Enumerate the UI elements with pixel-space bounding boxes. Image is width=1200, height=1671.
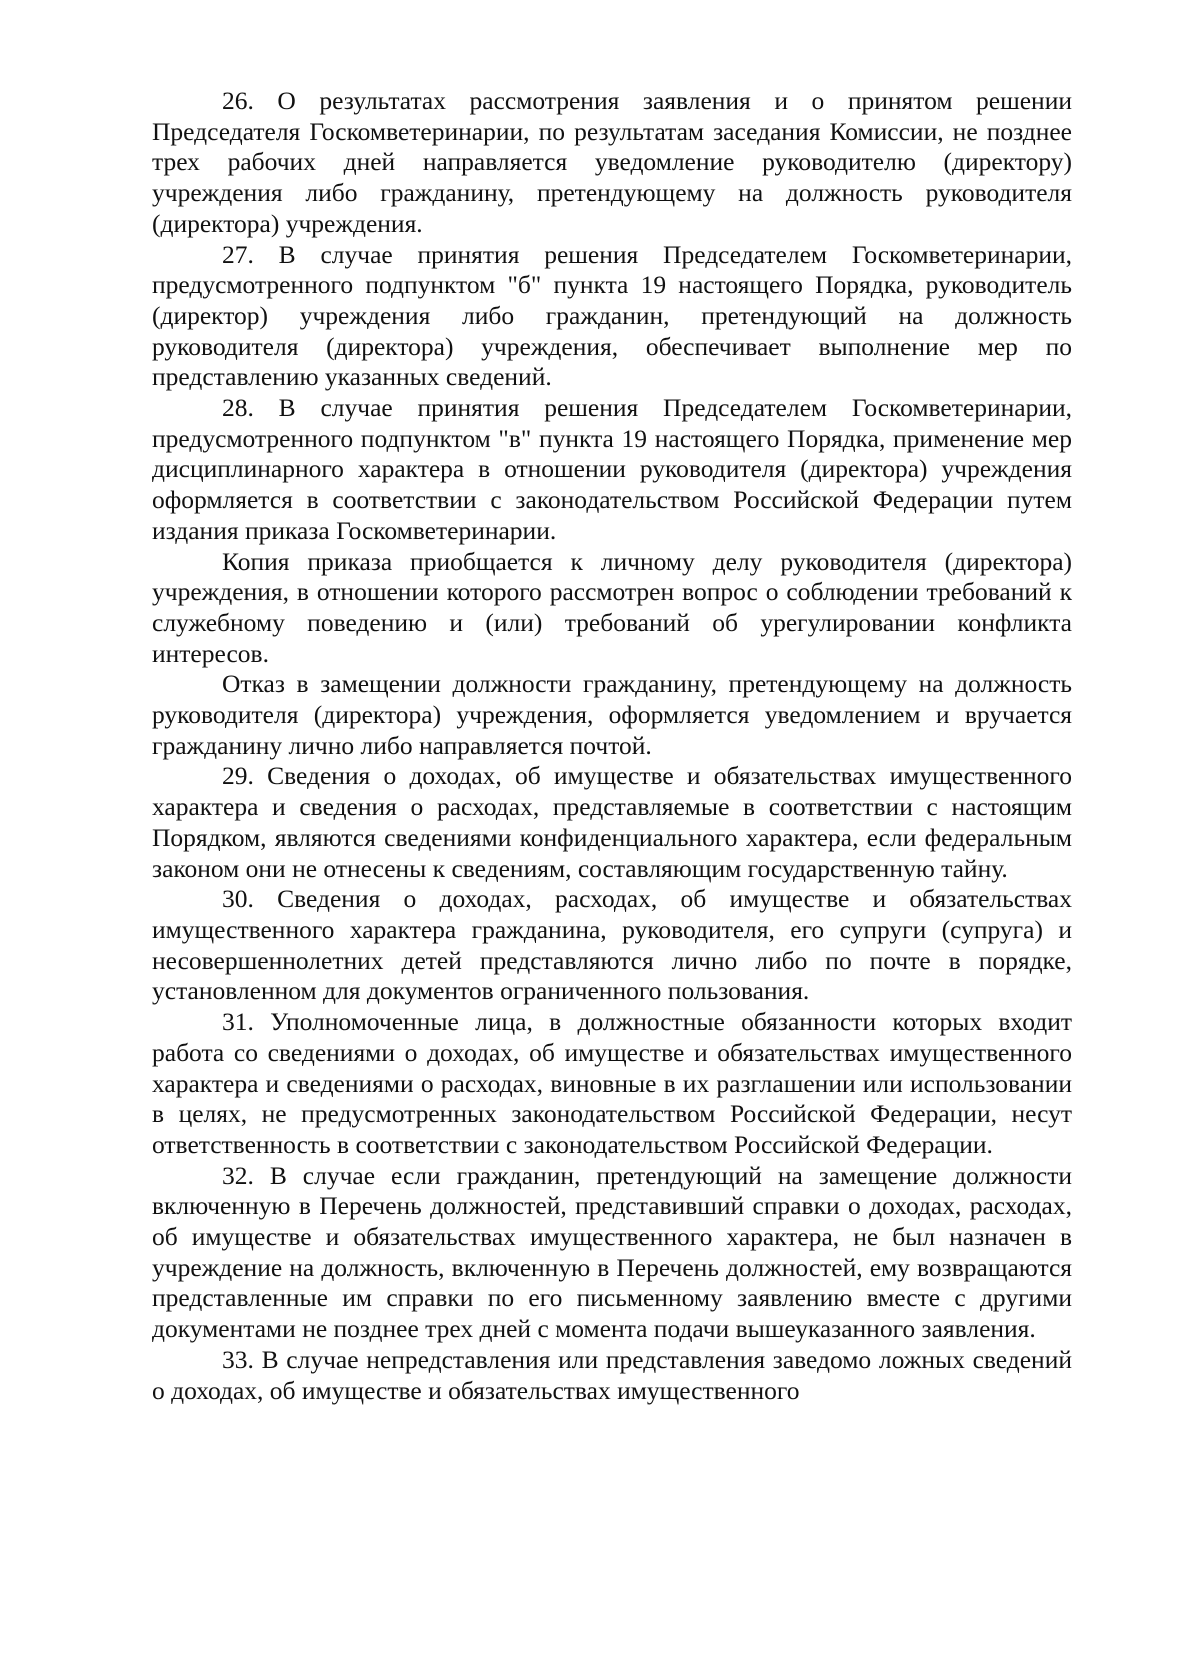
paragraph-28-order-copy: Копия приказа приобщается к личному делу руководителя (директора) учреждения, в отношении которого рассмотрен вопрос о соблюдении требований к служебному поведению и (или) требований об урегулировании конфликта интересов. <box>152 546 1072 668</box>
paragraph-32: 32. В случае если гражданин, претендующий на замещение должности включенную в Перечень должностей, представивший справки о доходах, расходах, об имуществе и обязательствах имущественного характера, не был назначен в учреждение на должность, включенную в Перечень должностей, ему возвращаются представленные им справки по его письменному заявлению вместе с другими документами не позднее трех дней с момента подачи вышеуказанного заявления. <box>152 1160 1072 1344</box>
paragraph-28-refusal: Отказ в замещении должности гражданину, претендующему на должность руководителя (директора) учреждения, оформляется уведомлением и вручается гражданину лично либо направляется почтой. <box>152 669 1072 760</box>
paragraph-29: 29. Сведения о доходах, об имуществе и обязательствах имущественного характера и сведения о расходах, представляемые в соответствии с настоящим Порядком, являются сведениями конфиденциального характера, если федеральным законом они не отнесены к сведениям, составляющим государственную тайну. <box>152 761 1072 883</box>
paragraph-33: 33. В случае непредставления или представления заведомо ложных сведений о доходах, об имуществе и обязательствах имущественного <box>152 1344 1072 1405</box>
paragraph-31: 31. Уполномоченные лица, в должностные обязанности которых входит работа со сведениями о доходах, об имуществе и обязательствах имущественного характера и сведениями о расходах, виновные в их разглашении или использовании в целях, не предусмотренных законодательством Российской Федерации, несут ответственность в соответствии с законодательством Российской Федерации. <box>152 1007 1072 1159</box>
paragraph-27: 27. В случае принятия решения Председателем Госкомветеринарии, предусмотренного подпунктом "б" пункта 19 настоящего Порядка, руководитель (директор) учреждения либо гражданин, претендующий на должность руководителя (директора) учреждения, обеспечивает выполнение мер по представлению указанных сведений. <box>152 239 1072 392</box>
document-body <box>152 86 1072 1406</box>
paragraph-26: 26. О результатах рассмотрения заявления и о принятом решении Председателя Госкомветеринарии, по результатам заседания Комиссии, не позднее трех рабочих дней направляется уведомление руководителю (директору) учреждения либо гражданину, претендующему на должность руководителя (директора) учреждения. <box>152 86 1072 238</box>
paragraph-28: 28. В случае принятия решения Председателем Госкомветеринарии, предусмотренного подпунктом "в" пункта 19 настоящего Порядка, применение мер дисциплинарного характера в отношении руководителя (директора) учреждения оформляется в соответствии с законодательством Российской Федерации путем издания приказа Госкомветеринарии. <box>152 393 1072 545</box>
paragraph-30: 30. Сведения о доходах, расходах, об имуществе и обязательствах имущественного характера гражданина, руководителя, его супруги (супруга) и несовершеннолетних детей представляются лично либо по почте в порядке, установленном для документов ограниченного пользования. <box>152 884 1072 1006</box>
